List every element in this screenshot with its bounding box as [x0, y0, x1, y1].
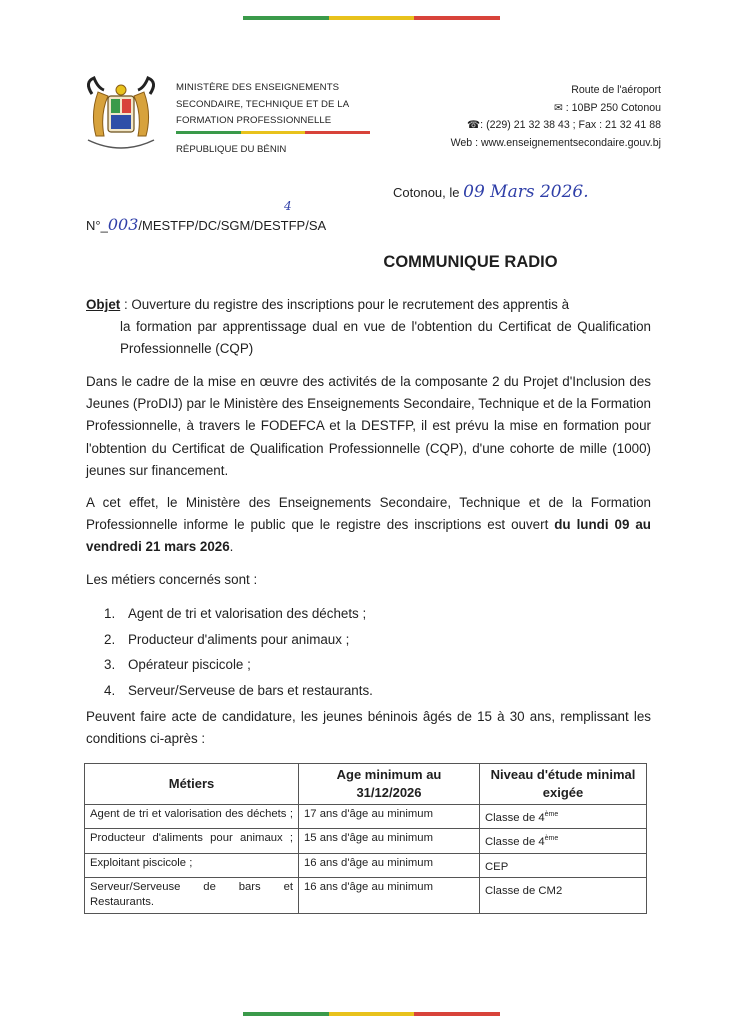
cell-metier: Exploitant piscicole ;	[85, 853, 299, 877]
registration-text: A cet effet, le Ministère des Enseignements Secondaire, Technique et de la Formation Professionnelle informe le public que le registre des inscriptions est ouvert	[86, 495, 651, 533]
objet-text: : Ouverture du registre des inscriptions pour le recrutement des apprentis à	[120, 297, 570, 312]
list-item-label: Agent de tri et valorisation des déchets ;	[128, 606, 367, 621]
cell-niveau	[480, 805, 647, 829]
contact-info	[451, 82, 661, 152]
document-title: COMMUNIQUE RADIO	[383, 253, 558, 271]
ministry-line-1: MINISTÈRE DES ENSEIGNEMENTS	[176, 82, 340, 93]
reference-handwritten-mark: 4	[284, 199, 292, 213]
cell-niveau-sup: ème	[544, 811, 559, 818]
cell-age: 15 ans d'âge au minimum	[299, 829, 480, 853]
header-metiers: Métiers	[85, 764, 299, 805]
ministry-line-3: FORMATION PROFESSIONNELLE	[176, 115, 332, 126]
table-row	[85, 829, 647, 853]
ministry-name	[176, 80, 349, 130]
contact-phone-fax: ☎: (229) 21 32 38 43 ; Fax : 21 32 41 88	[466, 119, 661, 131]
date-line	[393, 182, 589, 202]
list-item-label: Opérateur piscicole ;	[128, 657, 251, 673]
cell-metier: Producteur d'aliments pour animaux ;	[85, 829, 299, 853]
cell-age: 17 ans d'âge au minimum	[299, 805, 480, 829]
objet-paragraph	[86, 294, 651, 361]
top-flag-stripe	[243, 16, 500, 20]
list-item-number: 1.	[104, 606, 116, 621]
cell-niveau	[480, 829, 647, 853]
cell-niveau	[480, 853, 647, 877]
cell-age: 16 ans d'âge au minimum	[299, 853, 480, 877]
ministry-line-2: SECONDAIRE, TECHNIQUE ET DE LA	[176, 98, 350, 110]
list-item-number: 3.	[104, 657, 116, 673]
bottom-flag-stripe	[243, 1012, 500, 1016]
flag-rule	[176, 131, 370, 134]
cell-niveau-sup: ème	[544, 835, 559, 843]
list-item	[104, 652, 373, 678]
list-item-label: Serveur/Serveuse de bars et restaurants.	[128, 682, 373, 698]
contact-web: Web : www.enseignementsecondaire.gouv.bj	[450, 136, 661, 149]
header-age: Age minimum au 31/12/2026	[299, 764, 480, 805]
intro-paragraph: Dans le cadre de la mise en œuvre des activités de la composante 2 du Projet d'Inclusion des Jeunes (ProDIJ) par le Ministère des Enseignements Secondaire, Technique et de la Formation Professionnelle, à travers le FODEFCA et la DESTFP, il est prévu la mise en formation pour l'obtention du Certificat de Qualification Professionnelle (CQP), d'une cohorte de mille (1000) jeunes sur financement.	[86, 374, 651, 478]
objet-label: Objet	[86, 297, 121, 312]
cell-niveau-text: Classe de CM2	[485, 884, 563, 897]
contact-address: Route de l'aéroport	[571, 84, 661, 96]
registration-end: .	[229, 539, 234, 555]
list-item	[104, 627, 373, 653]
trades-list	[104, 601, 373, 703]
registration-dates: du lundi 09 au vendredi 21 mars 2026	[86, 517, 651, 555]
cell-age: 16 ans d'âge au minimum	[299, 877, 480, 913]
registration-paragraph	[86, 492, 651, 559]
list-item-number: 4.	[104, 682, 116, 698]
table-row	[85, 805, 647, 829]
date-handwritten: 09 Mars 2026.	[463, 182, 589, 202]
reference-prefix: N°_	[86, 218, 108, 233]
objet-continuation: la formation par apprentissage dual en vue de l'obtention du Certificat de Qualification Professionnelle (CQP)	[120, 319, 651, 357]
cell-niveau-text: Classe de 4	[485, 811, 545, 824]
trades-intro: Les métiers concernés sont :	[86, 572, 258, 587]
conditions-table	[84, 763, 647, 914]
table-row	[85, 853, 647, 877]
contact-po-box: ✉ : 10BP 250 Cotonou	[553, 101, 661, 114]
list-item	[104, 678, 373, 704]
eligibility-paragraph: Peuvent faire acte de candidature, les jeunes béninois âgés de 15 à 30 ans, remplissant les conditions ci-après :	[86, 709, 651, 747]
list-item-number: 2.	[104, 631, 116, 647]
cell-niveau-text: CEP	[485, 860, 509, 873]
reference-number	[86, 215, 326, 234]
cell-metier: Serveur/Serveuse de bars et Restaurants.	[85, 877, 299, 913]
coat-of-arms-icon	[78, 74, 164, 158]
table-header-row	[85, 764, 647, 805]
republic-name: RÉPUBLIQUE DU BÉNIN	[176, 144, 287, 155]
table-row	[85, 877, 647, 913]
date-prefix: Cotonou, le	[393, 185, 460, 200]
reference-suffix: /MESTFP/DC/SGM/DESTFP/SA	[138, 218, 327, 233]
cell-niveau	[480, 877, 647, 913]
cell-niveau-text: Classe de 4	[485, 836, 545, 849]
list-item	[104, 601, 373, 627]
header-niveau: Niveau d'étude minimal exigée	[480, 764, 647, 805]
cell-metier: Agent de tri et valorisation des déchets ;	[85, 805, 299, 829]
list-item-label: Producteur d'aliments pour animaux ;	[128, 631, 350, 647]
reference-handwritten-number: 003	[107, 215, 139, 234]
